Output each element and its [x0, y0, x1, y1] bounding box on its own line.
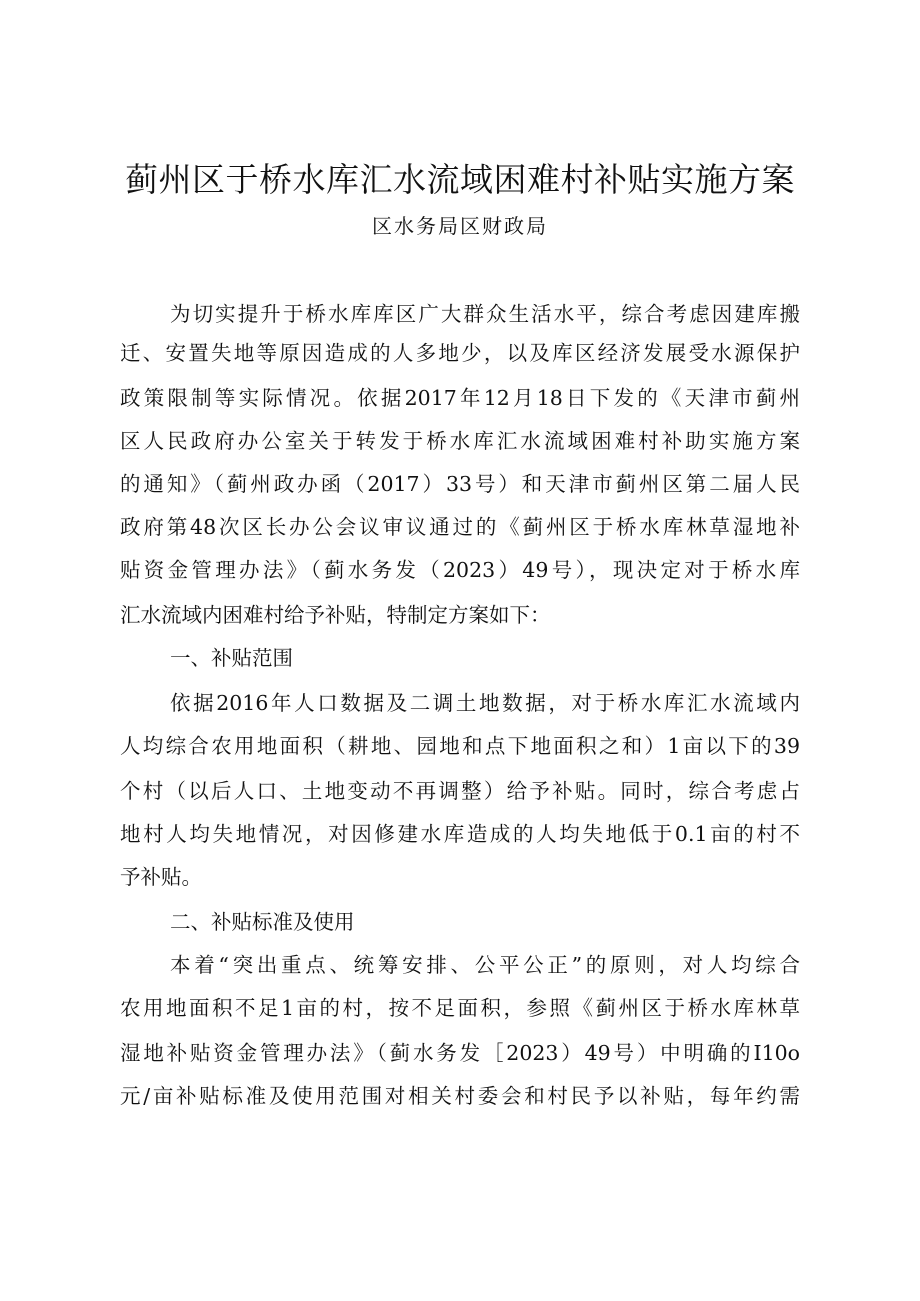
paragraph-line: 汇水流域内困难村给予补贴，特制定方案如下： [120, 603, 551, 627]
paragraph-line: 依据2016年人口数据及二调土地数据，对于桥水库汇水流域内 [170, 691, 800, 715]
paragraph-line: 区人民政府办公室关于转发于桥水库汇水流域困难村补助实施方案 [120, 429, 800, 453]
paragraph-line: 的通知》（蓟州政办函（2017）33号）和天津市蓟州区第二届人民 [120, 472, 800, 496]
paragraph-line: 地村人均失地情况，对因修建水库造成的人均失地低于0.1亩的村不 [120, 822, 800, 846]
paragraph-line: 贴资金管理办法》（蓟水务发（2023）49号），现决定对于桥水库 [120, 558, 800, 582]
paragraph-line: 予补贴。 [120, 865, 202, 889]
paragraph-line: 政府第48次区长办公会议审议通过的《蓟州区于桥水库林草湿地补 [120, 515, 800, 539]
paragraph-line: 人均综合农用地面积（耕地、园地和点下地面积之和）1亩以下的39 [120, 734, 800, 758]
section-heading: 二、补贴标准及使用 [170, 910, 355, 934]
paragraph-line: 为切实提升于桥水库库区广大群众生活水平，综合考虑因建库搬 [170, 302, 800, 326]
paragraph-line: 本着“突出重点、统筹安排、公平公正”的原则，对人均综合 [170, 953, 800, 977]
paragraph-line: 政策限制等实际情况。依据2017年12月18日下发的《天津市蓟州 [120, 386, 800, 410]
paragraph-line: 农用地面积不足1亩的村，按不足面积，参照《蓟州区于桥水库林草 [120, 996, 800, 1020]
paragraph-line: 元/亩补贴标准及使用范围对相关村委会和村民予以补贴，每年约需 [120, 1084, 800, 1108]
paragraph-line: 湿地补贴资金管理办法》（蓟水务发［2023）49号）中明确的I10o [120, 1041, 800, 1065]
paragraph-line: 个村（以后人口、土地变动不再调整）给予补贴。同时，综合考虑占 [120, 779, 800, 803]
document-title: 蓟州区于桥水库汇水流域困难村补贴实施方案 [125, 160, 795, 199]
paragraph-line: 迁、安置失地等原因造成的人多地少，以及库区经济发展受水源保护 [120, 341, 800, 365]
document-issuer: 区水务局区财政局 [372, 214, 548, 238]
section-heading: 一、补贴范围 [170, 646, 293, 670]
